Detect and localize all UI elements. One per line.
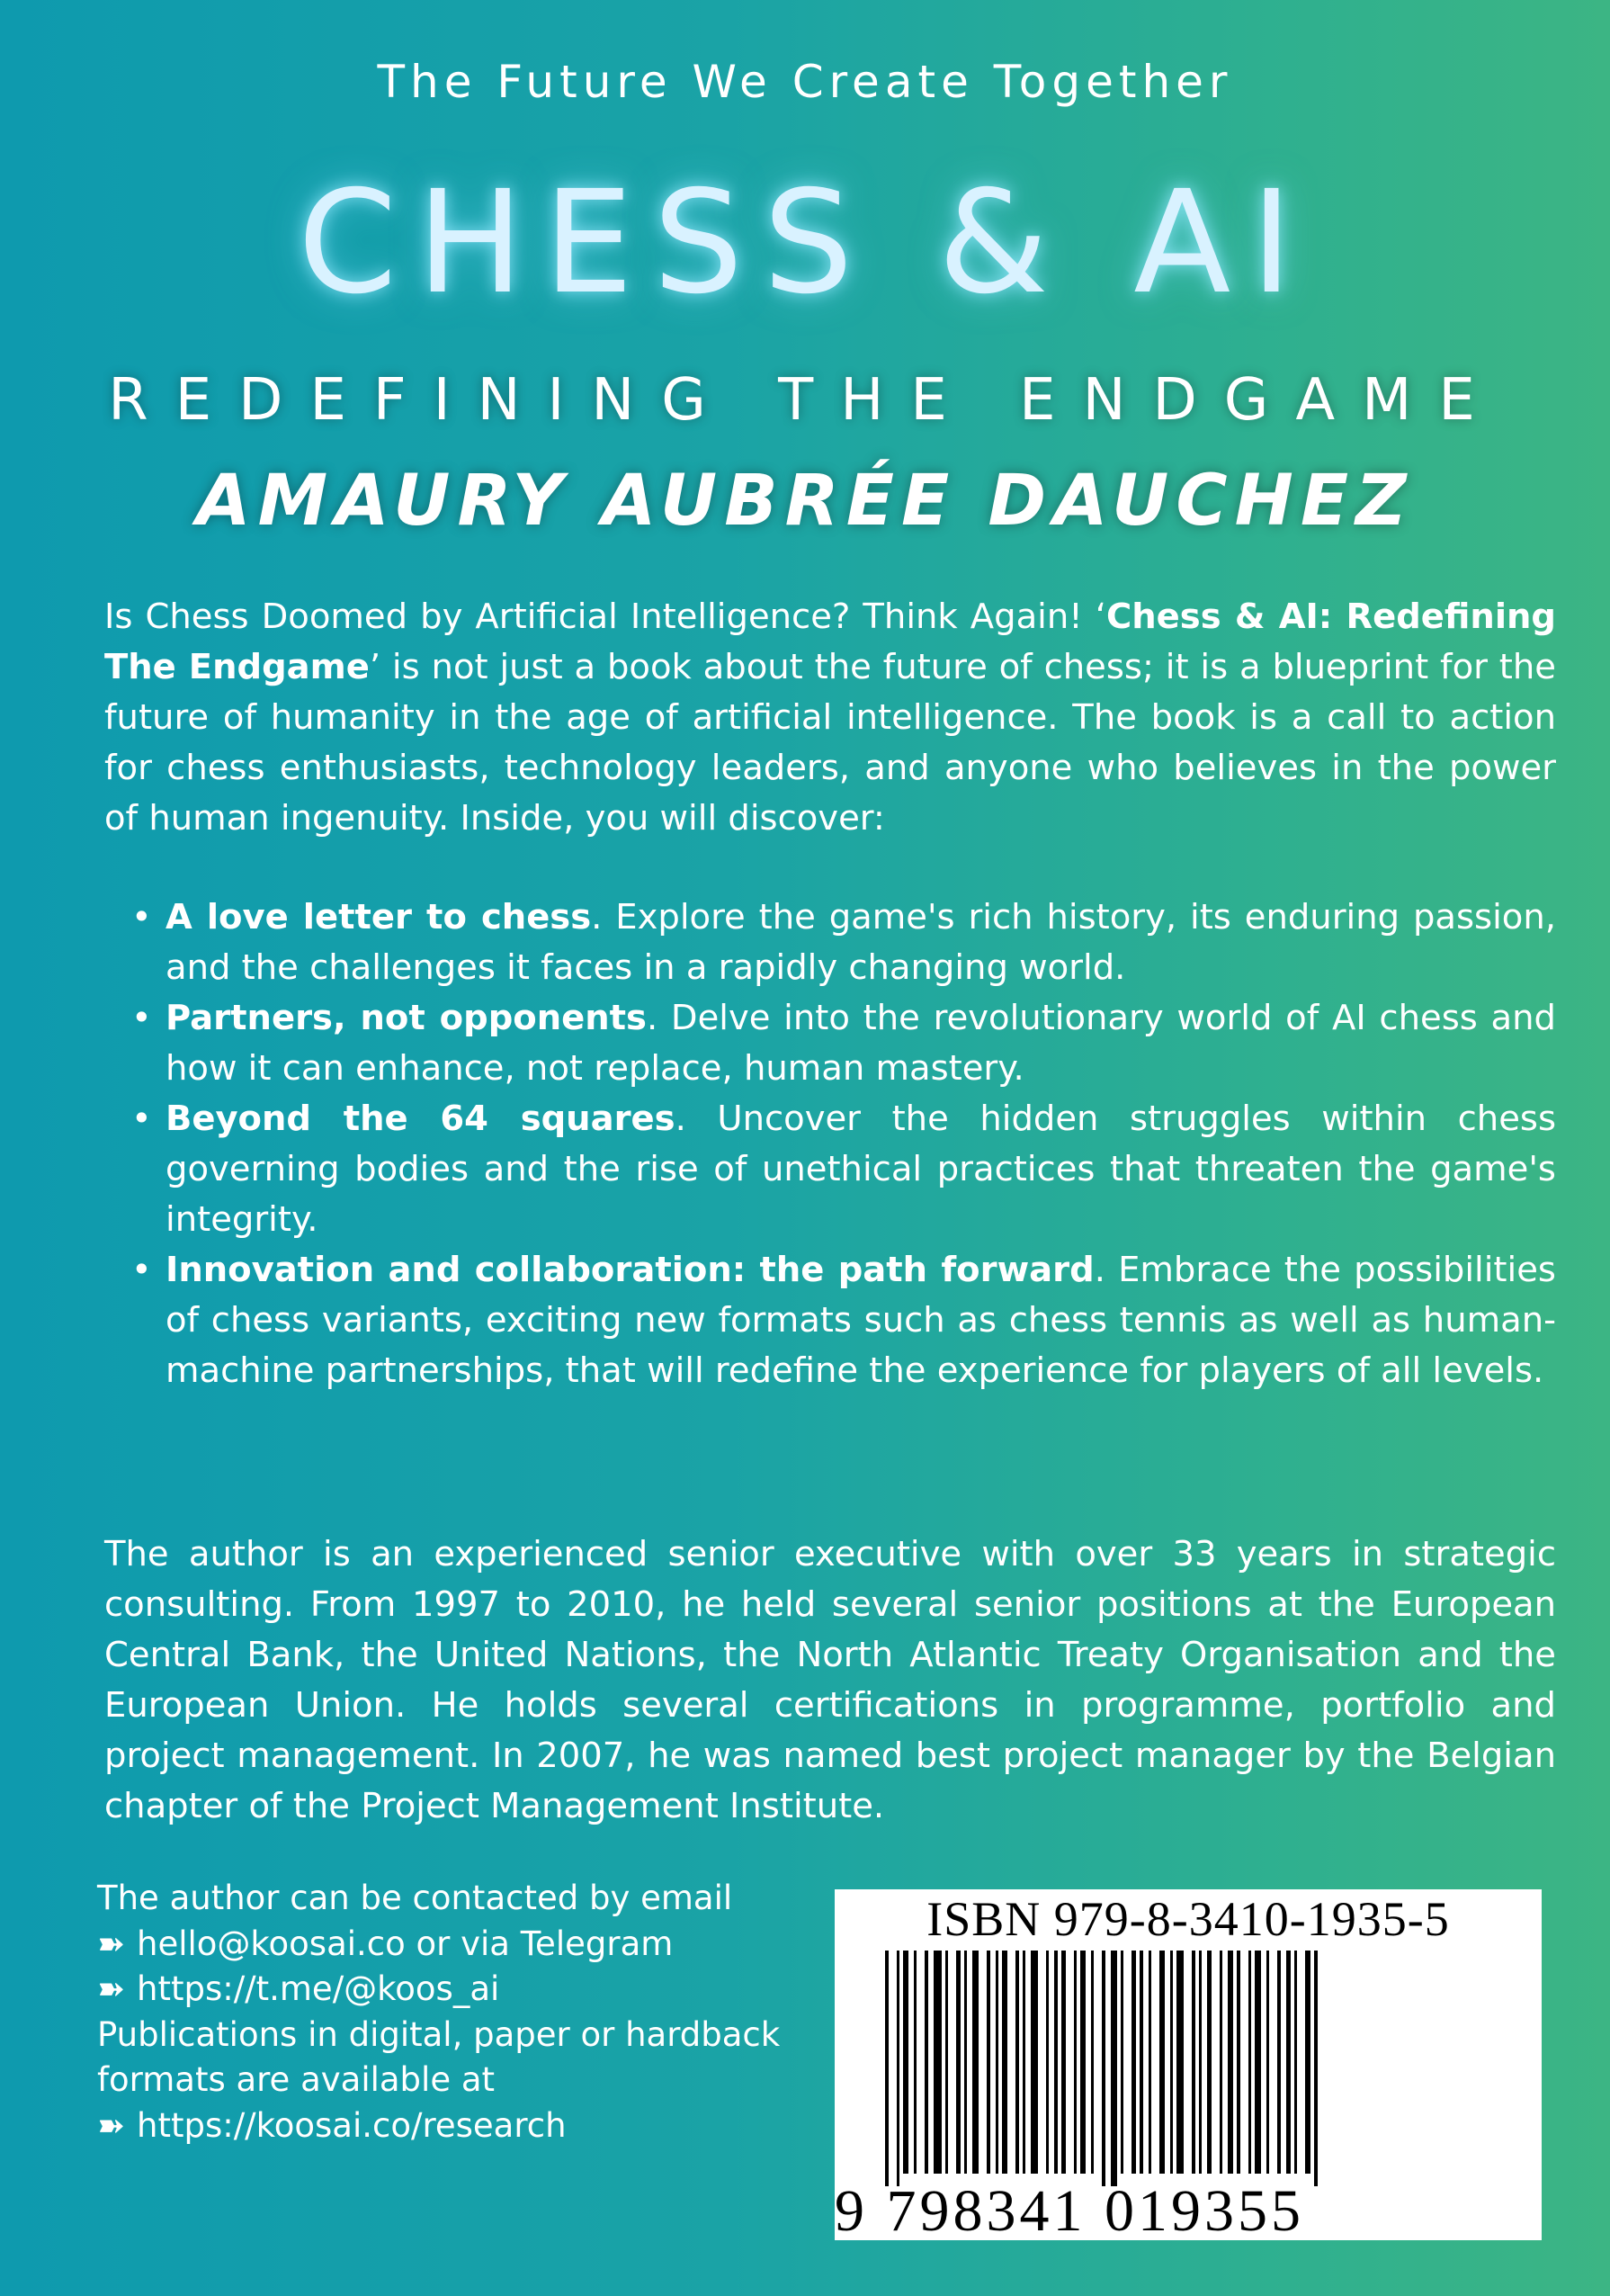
email-link[interactable]: hello@koosai.co or via Telegram: [137, 1924, 674, 1963]
intro-paragraph: [104, 592, 1556, 844]
bullet-icon: •: [131, 1099, 152, 1139]
intro-text-2: ’ is not just a book about the future of chess; it is a blueprint for the future of humanity in the age of artificial intelligence. The book is a call to action for chess enthusiasts, technology leaders, and anyone who believes in the power of human ingenuity. Inside, you will discover:: [104, 647, 1556, 839]
barcode-bar: [1228, 1951, 1233, 2174]
contact-intro: The author can be contacted by email: [97, 1879, 733, 1917]
barcode-bar: [1140, 1951, 1143, 2174]
barcode-bar: [1294, 1951, 1297, 2174]
barcode-bar: [1015, 1951, 1019, 2174]
contact-research: [97, 2103, 835, 2149]
isbn-label: ISBN 979-8-3410-1935-5: [926, 1892, 1450, 1946]
barcode-bar: [1159, 1951, 1165, 2174]
barcode-bar: [987, 1951, 990, 2174]
list-item-text: . Explore the game's rich history, its enduring passion, and the challenges it faces in a rapidly changing world.: [165, 897, 1556, 988]
list-item-text: . Uncover the hidden struggles within chess governing bodies and the rise of unethical practices that threaten the game's integrity.: [165, 1099, 1556, 1240]
list-item: [104, 1094, 1556, 1245]
list-item-title: Partners, not opponents: [165, 998, 647, 1038]
barcode-bar: [1023, 1951, 1025, 2174]
contact-block: [97, 1876, 835, 2148]
barcode-bar: [945, 1951, 948, 2174]
barcode-bar: [1111, 1951, 1117, 2186]
barcode: [835, 1889, 1542, 2244]
list-item-text: . Embrace the possibilities of chess variants, exciting new formats such as chess tennis as well as human-machine partnerships, that will redefine the experience for players of all levels.: [165, 1250, 1556, 1391]
barcode-bar: [925, 1951, 928, 2174]
barcode-bar: [1220, 1951, 1222, 2174]
barcode-bar: [1192, 1951, 1195, 2174]
barcode-bar: [1046, 1951, 1049, 2174]
list-item: [104, 892, 1556, 993]
barcode-bar: [972, 1951, 979, 2174]
barcode-bar: [885, 1951, 889, 2186]
list-item: [104, 1245, 1556, 1396]
barcode-bar: [1286, 1951, 1291, 2174]
barcode-bar: [1121, 1951, 1123, 2174]
formats-line: formats are available at: [97, 2060, 496, 2099]
author-bio: The author is an experienced senior executive with over 33 years in strategic consulting. From 1997 to 2010, he held several senior positions at the European Central Bank, the United Nations, the North Atlantic Treaty Organisation and the European Union. He holds several certifications in programme, portfolio and project management. In 2007, he was named best project manager by the Belgian chapter of the Project Management Institute.: [104, 1534, 1556, 1826]
arrow-right-icon: ➽: [97, 2105, 126, 2145]
barcode-digits: 9 798341 019355: [835, 2178, 1304, 2244]
list-item-text: . Delve into the revolutionary world of AI chess and how it can enhance, not replace, human mastery.: [165, 998, 1556, 1089]
feature-list: [104, 892, 1556, 1396]
arrow-right-icon: ➽: [97, 1924, 126, 1963]
barcode-bar: [934, 1951, 942, 2174]
barcode-bar: [1176, 1951, 1184, 2174]
barcode-bar: [1207, 1951, 1212, 2174]
bullet-icon: •: [131, 998, 152, 1038]
barcode-bar: [1170, 1951, 1173, 2174]
barcode-bar: [1102, 1951, 1105, 2186]
barcode-bar: [1002, 1951, 1007, 2174]
barcode-bar: [956, 1951, 961, 2174]
barcode-bar: [1091, 1951, 1094, 2174]
author-name: AMAURY AUBRÉE DAUCHEZ: [196, 461, 1414, 542]
intro-text-1: Is Chess Doomed by Artificial Intelligence? Think Again! ‘: [104, 596, 1107, 637]
barcode-bar: [1266, 1951, 1269, 2174]
barcode-bar: [1149, 1951, 1151, 2174]
list-item-title: Beyond the 64 squares: [165, 1099, 675, 1139]
contact-telegram: [97, 1967, 835, 2013]
barcode-bar: [964, 1951, 967, 2174]
tagline: The Future We Create Together: [377, 56, 1233, 108]
contact-email: [97, 1922, 835, 1968]
barcode-bar: [1074, 1951, 1077, 2174]
barcode-bar: [1131, 1951, 1136, 2174]
barcode-bar: [1199, 1951, 1202, 2174]
barcode-bar: [1305, 1951, 1310, 2174]
barcode-bar: [1314, 1951, 1318, 2186]
barcode-bar: [897, 1951, 899, 2186]
list-item-title: Innovation and collaboration: the path forward: [165, 1250, 1095, 1290]
barcode-bar: [996, 1951, 998, 2174]
barcode-bar: [1054, 1951, 1058, 2174]
barcode-bar: [1248, 1951, 1251, 2174]
barcode-bar: [1061, 1951, 1066, 2174]
intro-book-title: Chess & AI: Redefining The Endgame: [104, 596, 1556, 687]
barcode-bars: [835, 1951, 1542, 2186]
publications-line: Publications in digital, paper or hardback: [97, 2014, 781, 2054]
research-link[interactable]: https://koosai.co/research: [137, 2105, 567, 2145]
barcode-bar: [1237, 1951, 1240, 2174]
telegram-link[interactable]: https://t.me/@koos_ai: [137, 1969, 500, 2008]
book-title: CHESS & AI: [298, 160, 1312, 326]
bullet-icon: •: [131, 897, 152, 937]
list-item: [104, 993, 1556, 1094]
bullet-icon: •: [131, 1250, 152, 1290]
list-item-title: A love letter to chess: [165, 897, 592, 937]
barcode-bar: [1255, 1951, 1261, 2174]
barcode-bar: [1031, 1951, 1038, 2174]
barcode-bar: [1080, 1951, 1086, 2174]
book-subtitle: REDEFINING THE ENDGAME: [108, 367, 1502, 434]
barcode-bar: [903, 1951, 908, 2174]
barcode-bar: [914, 1951, 917, 2174]
arrow-right-icon: ➽: [97, 1969, 126, 2008]
barcode-bar: [1277, 1951, 1281, 2174]
